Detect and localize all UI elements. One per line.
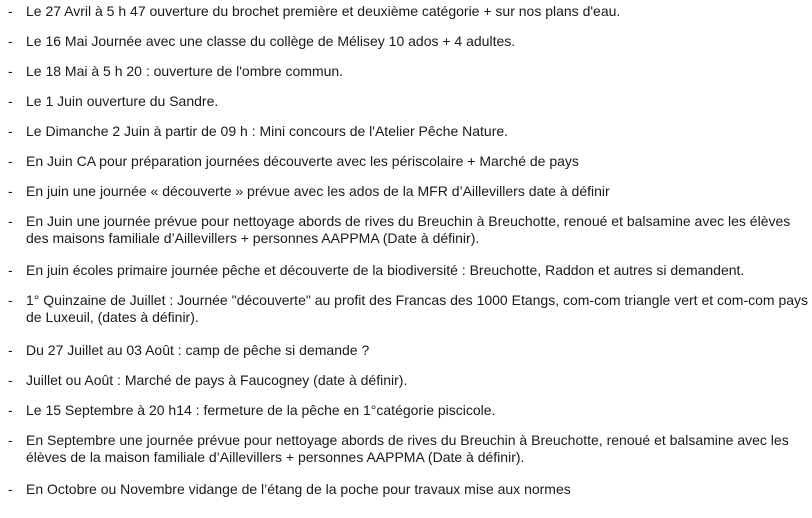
event-text: En juin une journée « découverte » prévue avec les ados de la MFR d’Aillevillers date à définir [26,183,610,199]
event-text: En Octobre ou Novembre vidange de l’étang de la poche pour travaux mise aux normes [26,481,571,497]
event-text: En Septembre une journée prévue pour nettoyage abords de rives du Breuchin à Breuchotte, renoué et balsamine avec les élèves de la maison familiale d’Aillevillers + personnes AAPPMA (Date à définir). [26,432,789,465]
list-bullet: - [8,123,13,139]
event-text: Le 18 Mai à 5 h 20 : ouverture de l'ombre commun. [26,63,344,79]
event-text: En juin écoles primaire journée pêche et découverte de la biodiversité : Breuchotte, Raddon et autres si demandent. [26,262,745,278]
event-text: Le 15 Septembre à 20 h14 : fermeture de la pêche en 1°catégorie piscicole. [26,402,496,418]
list-bullet: - [8,262,13,278]
list-bullet: - [8,213,13,229]
list-bullet: - [8,372,13,388]
event-text: En Juin une journée prévue pour nettoyage abords de rives du Breuchin à Breuchotte, renoué et balsamine avec les élèves des maisons familiale d’Aillevillers + personnes AAPPMA (Date à définir). [26,213,791,246]
list-bullet: - [8,481,13,497]
event-text: Le 1 Juin ouverture du Sandre. [26,93,219,109]
list-bullet: - [8,183,13,199]
event-text: Juillet ou Août : Marché de pays à Faucogney (date à définir). [26,372,408,388]
list-bullet: - [8,63,13,79]
list-bullet: - [8,153,13,169]
list-bullet: - [8,93,13,109]
list-bullet: - [8,432,13,448]
event-text: 1° Quinzaine de Juillet : Journée "découverte" au profit des Francas des 1000 Etangs, com-com triangle vert et com-com pays de Luxeuil, (dates à définir). [26,292,809,325]
event-text: En Juin CA pour préparation journées découverte avec les périscolaire + Marché de pays [26,153,579,169]
event-text: Le 16 Mai Journée avec une classe du collège de Mélisey 10 ados + 4 adultes. [26,33,516,49]
event-text: Du 27 Juillet au 03 Août : camp de pêche si demande ? [26,342,370,358]
list-bullet: - [8,402,13,418]
list-bullet: - [8,292,13,308]
list-bullet: - [8,3,13,19]
event-text: Le 27 Avril à 5 h 47 ouverture du brochet première et deuxième catégorie + sur nos plans d'eau. [26,3,621,19]
event-text: Le Dimanche 2 Juin à partir de 09 h : Mini concours de l'Atelier Pêche Nature. [26,123,509,139]
list-bullet: - [8,342,13,358]
list-bullet: - [8,33,13,49]
